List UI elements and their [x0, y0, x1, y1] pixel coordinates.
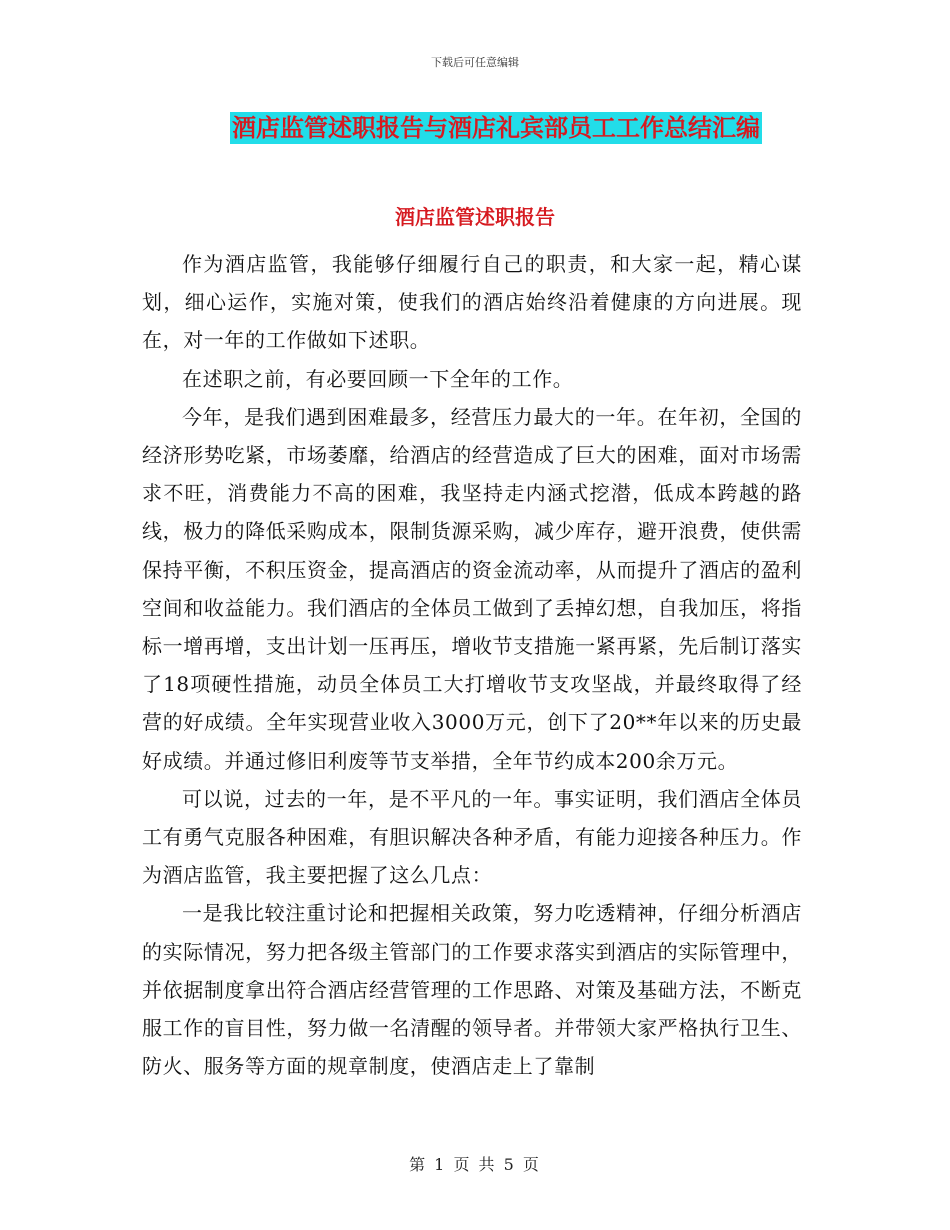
paragraph-1: 作为酒店监管，我能够仔细履行自己的职责，和大家一起，精心谋划，细心运作，实施对策，使我们的酒店始终沿着健康的方向进展。现在，对一年的工作做如下述职。: [142, 252, 802, 353]
document-title: 酒店监管述职报告与酒店礼宾部员工工作总结汇编: [232, 113, 760, 142]
document-body: [142, 245, 802, 1085]
section-title: 酒店监管述职报告: [395, 205, 555, 229]
paragraph-3: 今年，是我们遇到困难最多，经营压力最大的一年。在年初，全国的经济形势吃紧，市场萎靡，给酒店的经营造成了巨大的困难，面对市场需求不旺，消费能力不高的困难，我坚持走内涵式挖潜，低成本跨越的路线，极力的降低采购成本，限制货源采购，减少库存，避开浪费，使供需保持平衡，不积压资金，提高酒店的资金流动率，从而提升了酒店的盈利空间和收益能力。我们酒店的全体员工做到了丢掉幻想，自我加压，将指标一增再增，支出计划一压再压，增收节支措施一紧再紧，先后制订落实了18项硬性措施，动员全体员工大打增收节支攻坚战，并最终取得了经营的好成绩。全年实现营业收入3000万元，创下了20**年以来的历史最好成绩。并通过修旧利废等节支举措，全年节约成本200余万元。: [142, 404, 802, 773]
paragraph-4: 可以说，过去的一年，是不平凡的一年。事实证明，我们酒店全体员工有勇气克服各种困难，有胆识解决各种矛盾，有能力迎接各种压力。作为酒店监管，我主要把握了这么几点：: [142, 786, 802, 888]
main-title-container: [0, 112, 950, 144]
paragraph-2: 在述职之前，有必要回顾一下全年的工作。: [182, 366, 574, 391]
page-footer: 第 1 页 共 5 页: [409, 1155, 541, 1174]
paragraph-5: 一是我比较注重讨论和把握相关政策，努力吃透精神，仔细分析酒店的实际情况，努力把各级主管部门的工作要求落实到酒店的实际管理中，并依据制度拿出符合酒店经营管理的工作思路、对策及基础方法，不断克服工作的盲目性，努力做一名清醒的领导者。并带领大家严格执行卫生、防火、服务等方面的规章制度，使酒店走上了靠制: [142, 901, 802, 1079]
header-note: 下载后可任意编辑: [431, 56, 519, 69]
